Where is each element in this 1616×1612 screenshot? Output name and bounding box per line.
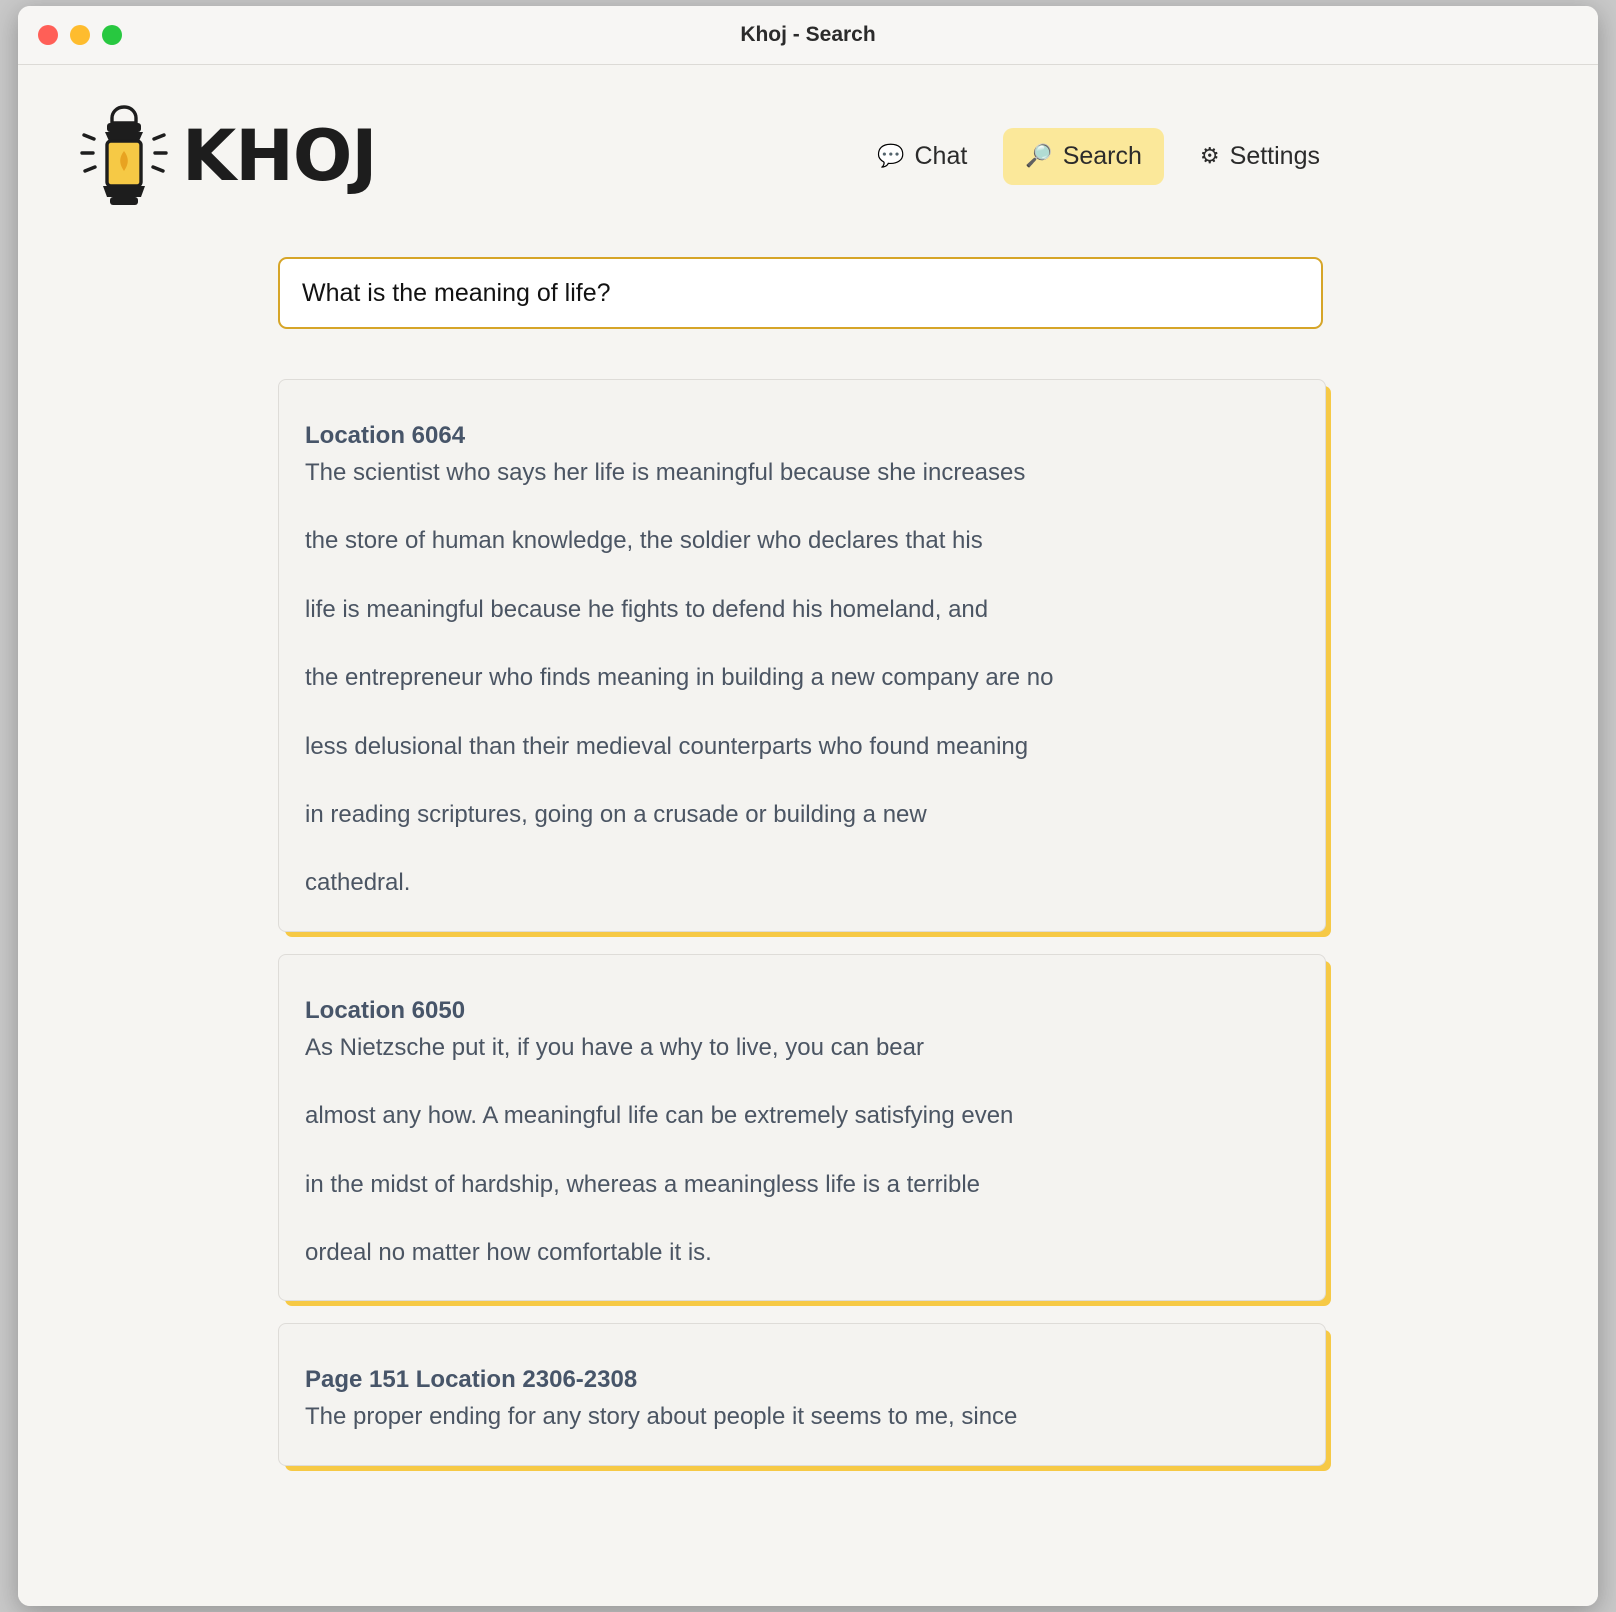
app-header bbox=[18, 65, 1598, 211]
search-input[interactable] bbox=[300, 278, 1301, 309]
result-line: in reading scriptures, going on a crusade or building a new bbox=[305, 800, 927, 828]
gear-icon: ⚙ bbox=[1199, 143, 1220, 168]
lantern-icon bbox=[74, 101, 174, 211]
result-line: less delusional than their medieval counterparts who found meaning bbox=[305, 732, 1029, 760]
result-title: Location 6064 bbox=[305, 422, 466, 449]
main-nav bbox=[855, 128, 1542, 185]
nav-item-settings-label: Settings bbox=[1229, 141, 1320, 170]
window-title: Khoj - Search bbox=[740, 23, 876, 46]
nav-item-chat-label: Chat bbox=[914, 141, 968, 170]
result-line: the store of human knowledge, the soldier who declares that his bbox=[305, 527, 983, 555]
app-window bbox=[18, 6, 1598, 1606]
minimize-window-button[interactable] bbox=[70, 25, 90, 45]
result-line: almost any how. A meaningful life can be extremely satisfying even bbox=[305, 1102, 1014, 1130]
search-box[interactable] bbox=[278, 257, 1323, 329]
nav-item-search-label: Search bbox=[1062, 141, 1142, 170]
magnifier-icon: 🔎 bbox=[1025, 143, 1053, 168]
maximize-window-button[interactable] bbox=[102, 25, 122, 45]
result-card[interactable] bbox=[278, 379, 1326, 932]
search-area bbox=[18, 211, 1598, 329]
nav-item-settings[interactable] bbox=[1178, 128, 1342, 185]
brand bbox=[74, 101, 376, 211]
close-window-button[interactable] bbox=[38, 25, 58, 45]
result-title: Page 151 Location 2306-2308 bbox=[305, 1366, 638, 1394]
result-title: Location 6050 bbox=[305, 996, 466, 1024]
nav-item-chat[interactable] bbox=[855, 128, 989, 185]
app-content bbox=[18, 65, 1598, 1606]
title-bar bbox=[18, 6, 1598, 65]
search-results-list bbox=[18, 329, 1598, 1466]
result-line: The proper ending for any story about people it seems to me, since bbox=[305, 1403, 1018, 1431]
result-line: life is meaningful because he fights to defend his homeland, and bbox=[305, 595, 989, 623]
result-line: the entrepreneur who finds meaning in building a new company are no bbox=[305, 664, 1054, 692]
result-line: in the midst of hardship, whereas a meaningless life is a terrible bbox=[305, 1170, 980, 1198]
result-line: The scientist who says her life is meaningful because she increases bbox=[305, 459, 1026, 486]
result-card[interactable] bbox=[278, 954, 1326, 1302]
window-controls[interactable] bbox=[38, 25, 122, 45]
result-line: As Nietzsche put it, if you have a why to live, you can bear bbox=[305, 1033, 924, 1061]
nav-item-search[interactable] bbox=[1003, 128, 1164, 185]
result-card[interactable] bbox=[278, 1323, 1326, 1465]
result-line: ordeal no matter how comfortable it is. bbox=[305, 1238, 712, 1266]
chat-bubble-icon: 💬 bbox=[877, 143, 905, 168]
result-line: cathedral. bbox=[305, 869, 411, 897]
brand-name: KHOJ bbox=[182, 115, 377, 197]
